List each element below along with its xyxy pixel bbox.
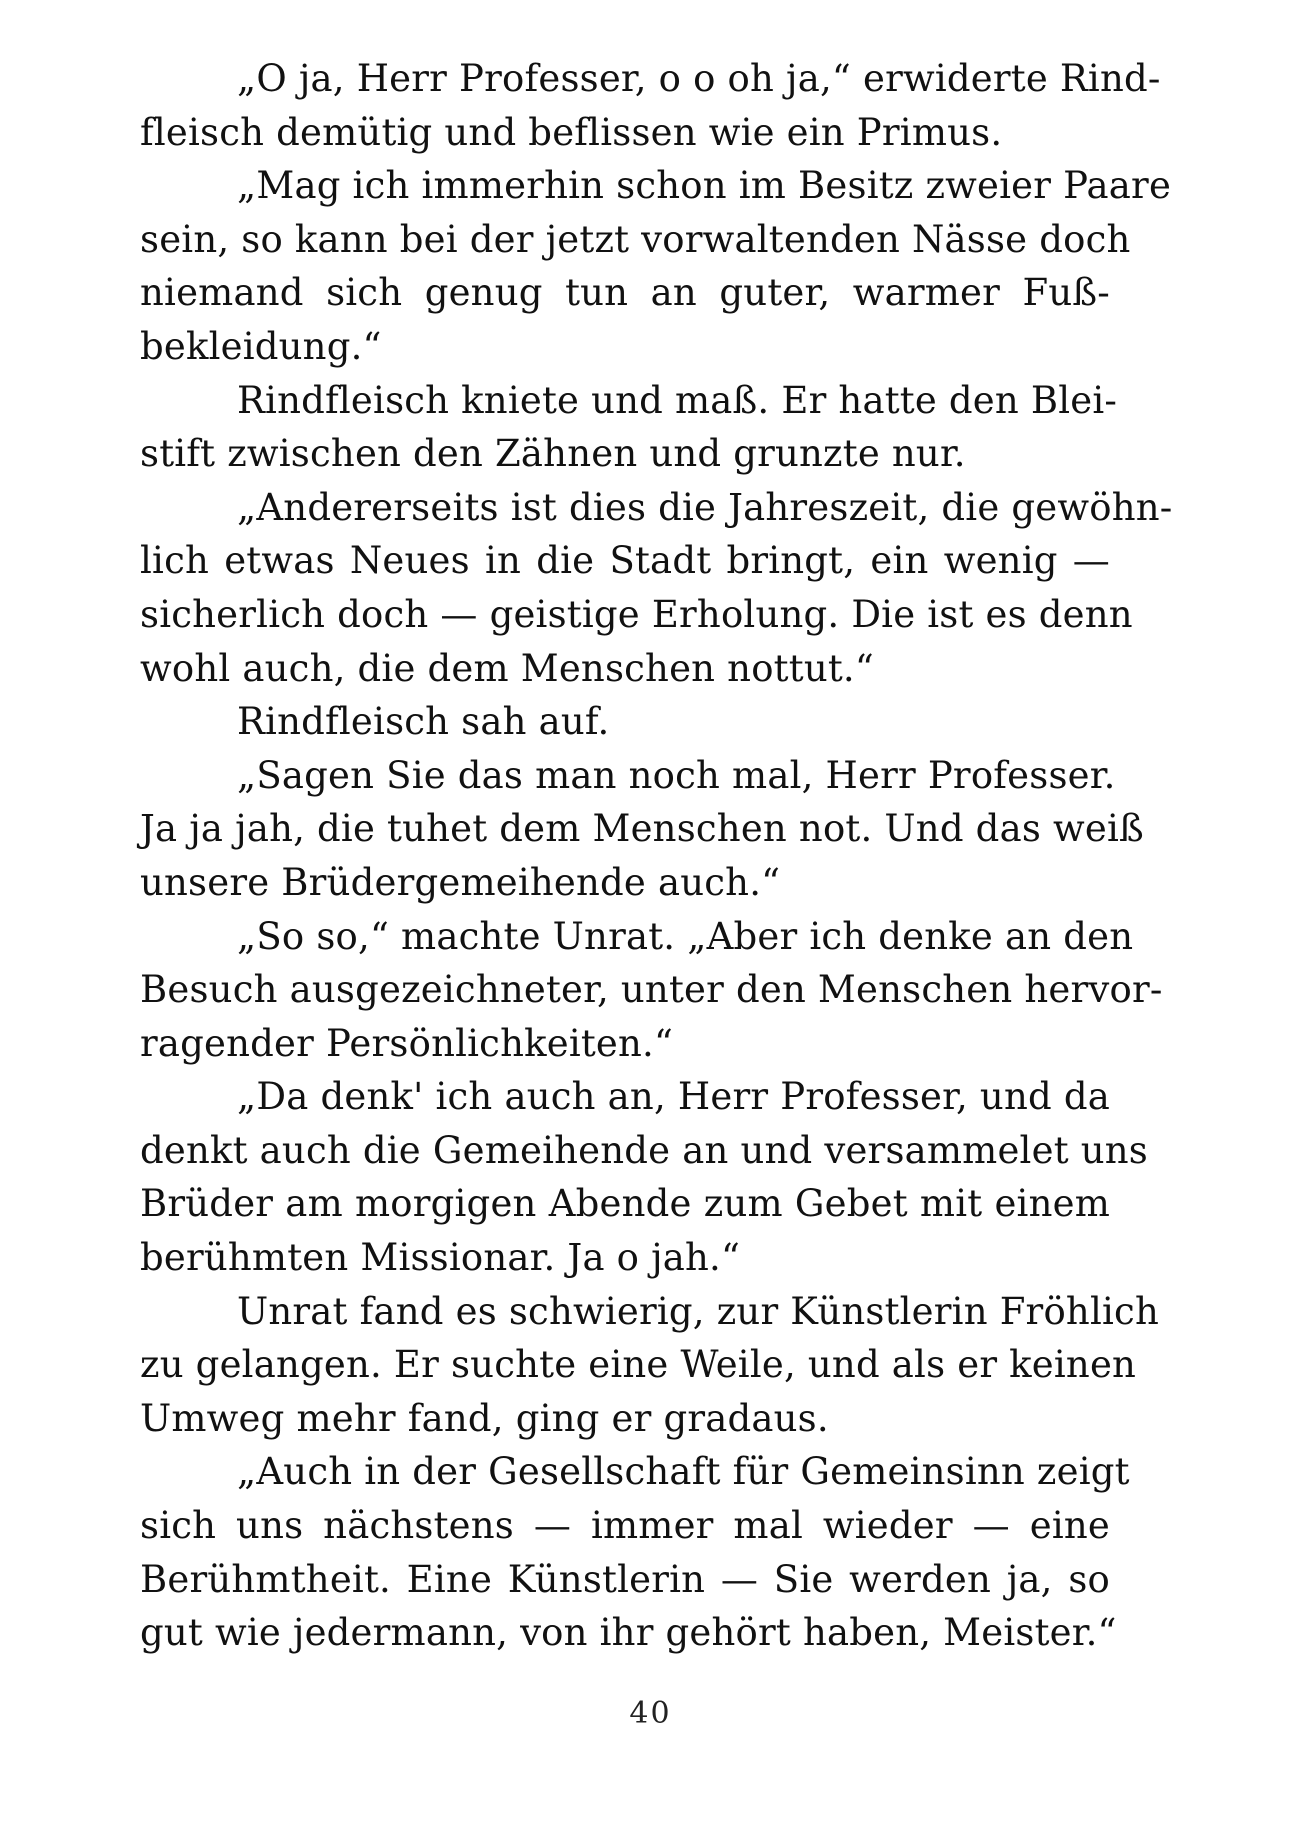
paragraph [140,159,1172,373]
paragraph [140,695,1110,749]
paragraph [140,1445,1130,1659]
text-line: Unrat fand es schwierig, zur Künstlerin Fröhlich [237,1289,1159,1333]
paragraph [140,1285,1159,1446]
text-line: „Sagen Sie das man noch mal, Herr Professer. [237,753,1116,797]
text-line: Besuch ausgezeichneter, unter den Menschen hervor- [140,968,1163,1012]
text-line: lich etwas Neues in die Stadt bringt, ein wenig — [140,539,1110,583]
paragraph [140,1070,1148,1284]
text-line: gut wie jedermann, von ihr gehört haben, Meister.“ [140,1611,1117,1655]
text-line: denkt auch die Gemeihende an und versammelet uns [140,1128,1148,1172]
text-line: bekleidung.“ [140,324,382,368]
text-line: berühmten Missionar. Ja o jah.“ [140,1236,741,1280]
page-number: 40 [629,1696,672,1731]
text-line: sein, so kann bei der jetzt vorwaltenden Nässe doch [140,217,1131,261]
text-line: sicherlich doch — geistige Erholung. Die ist es denn [140,592,1133,636]
paragraph [140,910,1163,1071]
text-line: ragender Persönlichkeiten.“ [140,1021,674,1065]
text-line: Umweg mehr fand, ging er gradaus. [140,1396,829,1440]
paragraph [140,374,1118,481]
text-line: Brüder am morgigen Abende zum Gebet mit einem [140,1182,1110,1226]
text-line: „So so,“ machte Unrat. „Aber ich denke an den [237,914,1134,958]
text-line: niemand sich genug tun an guter, warmer Fuß- [140,271,1110,315]
text-line: Rindfleisch sah auf. [237,700,610,744]
text-line: „Mag ich immerhin schon im Besitz zweier Paare [237,164,1172,208]
text-line: zu gelangen. Er suchte eine Weile, und als er keinen [140,1343,1137,1387]
text-line: Rindfleisch kniete und maß. Er hatte den Blei- [237,378,1118,422]
text-line: Ja ja jah, die tuhet dem Menschen not. Und das weiß [140,807,1144,851]
text-line: stift zwischen den Zähnen und grunzte nur. [140,432,966,476]
text-line: „Andererseits ist dies die Jahreszeit, die gewöhn- [237,485,1173,529]
text-line: Berühmtheit. Eine Künstlerin — Sie werden ja, so [140,1557,1110,1601]
text-line: wohl auch, die dem Menschen nottut.“ [140,646,874,690]
text-line: „Da denk' ich auch an, Herr Professer, und da [237,1075,1110,1119]
paragraph [140,749,1144,910]
paragraph [140,481,1173,695]
text-line: fleisch demütig und beflissen wie ein Primus. [140,110,1003,154]
paragraph [140,52,1161,159]
text-line: unsere Brüdergemeihende auch.“ [140,860,781,904]
text-line: „Auch in der Gesellschaft für Gemeinsinn zeigt [237,1450,1130,1494]
body-text [140,52,1173,1660]
text-line: „O ja, Herr Professer, o o oh ja,“ erwiderte Rind- [237,57,1161,100]
text-line: sich uns nächstens — immer mal wieder — eine [140,1504,1110,1548]
